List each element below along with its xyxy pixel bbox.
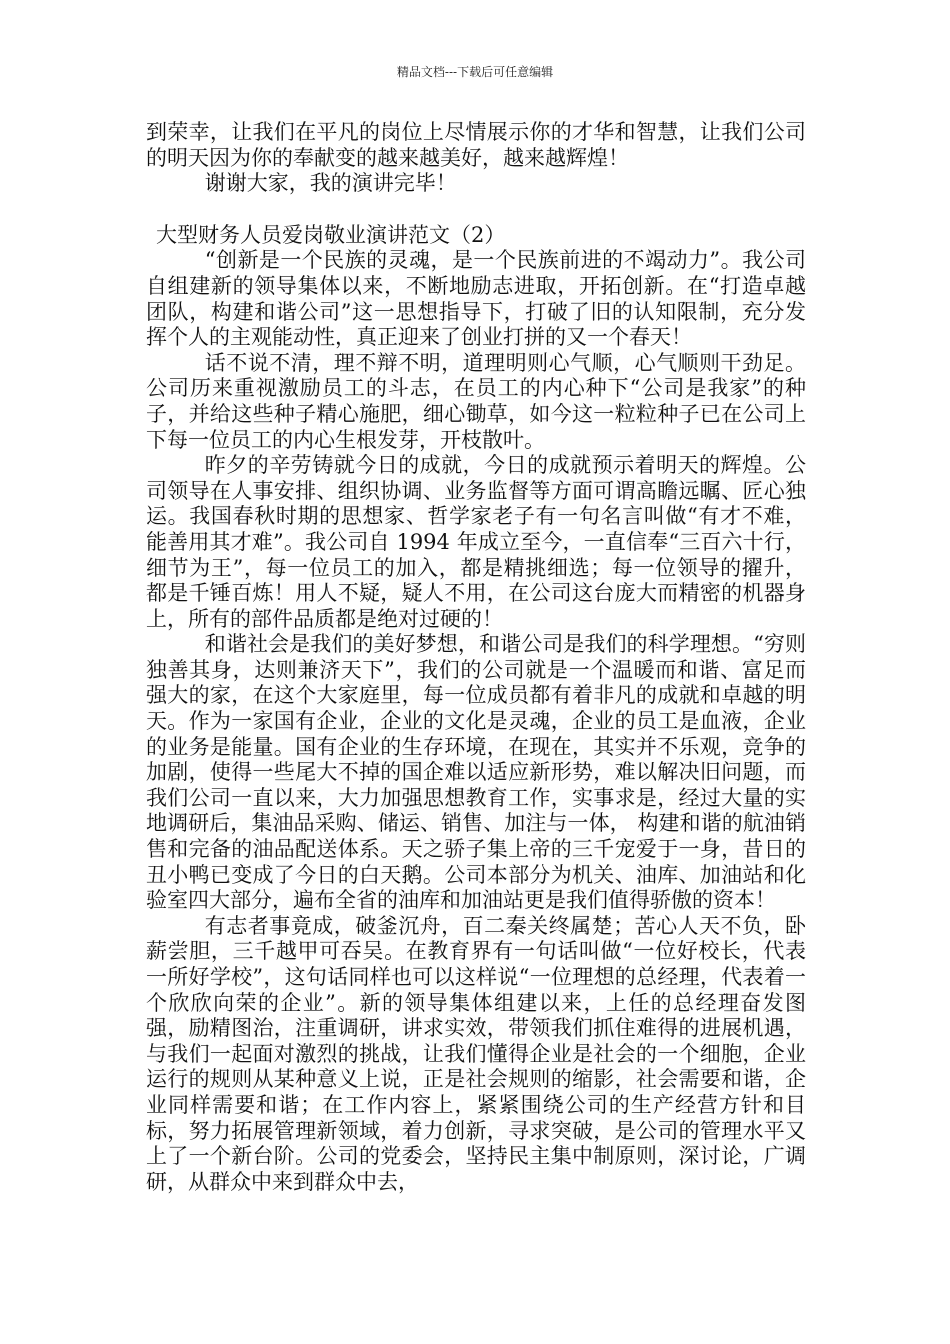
page-header: 精品文档---下载后可任意编辑 <box>396 65 554 79</box>
section-title: 大型财务人员爱岗敬业演讲范文（2） <box>156 222 506 247</box>
body-paragraph-1: “创新是一个民族的灵魂，是一个民族前进的不竭动力”。我公司自组建新的领导集体以来，不断地励志进取，开拓创新。在“打造卓越团队，构建和谐公司”这一思想指导下，打破了旧的认知限制，充分发挥个人的主观能动性，真正迎来了创业打拼的又一个春天！ <box>146 248 806 350</box>
lead-paragraph-1: 到荣幸，让我们在平凡的岗位上尽情展示你的才华和智慧，让我们公司的明天因为你的奉献变的越来越美好，越来越辉煌！ <box>146 120 806 170</box>
body-paragraph-2: 话不说不清，理不辩不明，道理明则心气顺，心气顺则干劲足。公司历来重视激励员工的斗志，在员工的内心种下“公司是我家”的种子，并给这些种子精心施肥，细心锄草，如今这一粒粒种子已在公司上下每一位员工的内心生根发芽，开枝散叶。 <box>146 350 806 452</box>
body-paragraph-5: 有志者事竟成，破釜沉舟，百二秦关终属楚；苦心人天不负，卧薪尝胆，三千越甲可吞吴。在教育界有一句话叫做“一位好校长，代表一所好学校”，这句话同样也可以这样说“一位理想的总经理，代表着一个欣欣向荣的企业”。新的领导集体组建以来，上任的总经理奋发图强，励精图治，注重调研，讲求实效，带领我们抓住难得的进展机遇，与我们一起面对激烈的挑战，让我们懂得企业是社会的一个细胞，企业运行的规则从某种意义上说，正是社会规则的缩影，社会需要和谐，企业同样需要和谐；在工作内容上，紧紧围绕公司的生产经营方针和目标，努力拓展管理新领域，着力创新，寻求突破，是公司的管理水平又上了一个新台阶。公司的党委会，坚持民主集中制原则，深讨论，广调研，从群众中来到群众中去， <box>146 913 806 1194</box>
closing-line: 谢谢大家，我的演讲完毕！ <box>204 171 457 196</box>
document-body <box>146 120 806 1195</box>
body-paragraph-4: 和谐社会是我们的美好梦想，和谐公司是我们的科学理想。“穷则独善其身，达则兼济天下”，我们的公司就是一个温暖而和谐、富足而强大的家，在这个大家庭里，每一位成员都有着非凡的成就和卓越的明天。作为一家国有企业，企业的文化是灵魂，企业的员工是血液，企业的业务是能量。国有企业的生存环境，在现在，其实并不乐观，竞争的加剧，使得一些尾大不掉的国企难以适应新形势，难以解决旧问题，而我们公司一直以来，大力加强思想教育工作，实事求是，经过大量的实地调研后，集油品采购、储运、销售、加注与一体， 构建和谐的航油销售和完备的油品配送体系。天之骄子集上帝的三千宠爱于一身，昔日的丑小鸭已变成了今日的白天鹅。公司本部分为机关、油库、加油站和化验室四大部分，遍布全省的油库和加油站更是我们值得骄傲的资本！ <box>146 632 806 913</box>
body-paragraph-3: 昨夕的辛劳铸就今日的成就，今日的成就预示着明天的辉煌。公司领导在人事安排、组织协调、业务监督等方面可谓高瞻远瞩、匠心独运。我国春秋时期的思想家、哲学家老子有一句名言叫做“有才不难，能善用其才难”。我公司自 1994 年成立至今，一直信奉“三百六十行，细节为王”，每一位员工的加入，都是精挑细选；每一位领导的擢升，都是千锤百炼！用人不疑，疑人不用，在公司这台庞大而精密的机器身上，所有的部件品质都是绝对过硬的！ <box>146 453 806 631</box>
paragraph-spacer <box>146 197 806 223</box>
